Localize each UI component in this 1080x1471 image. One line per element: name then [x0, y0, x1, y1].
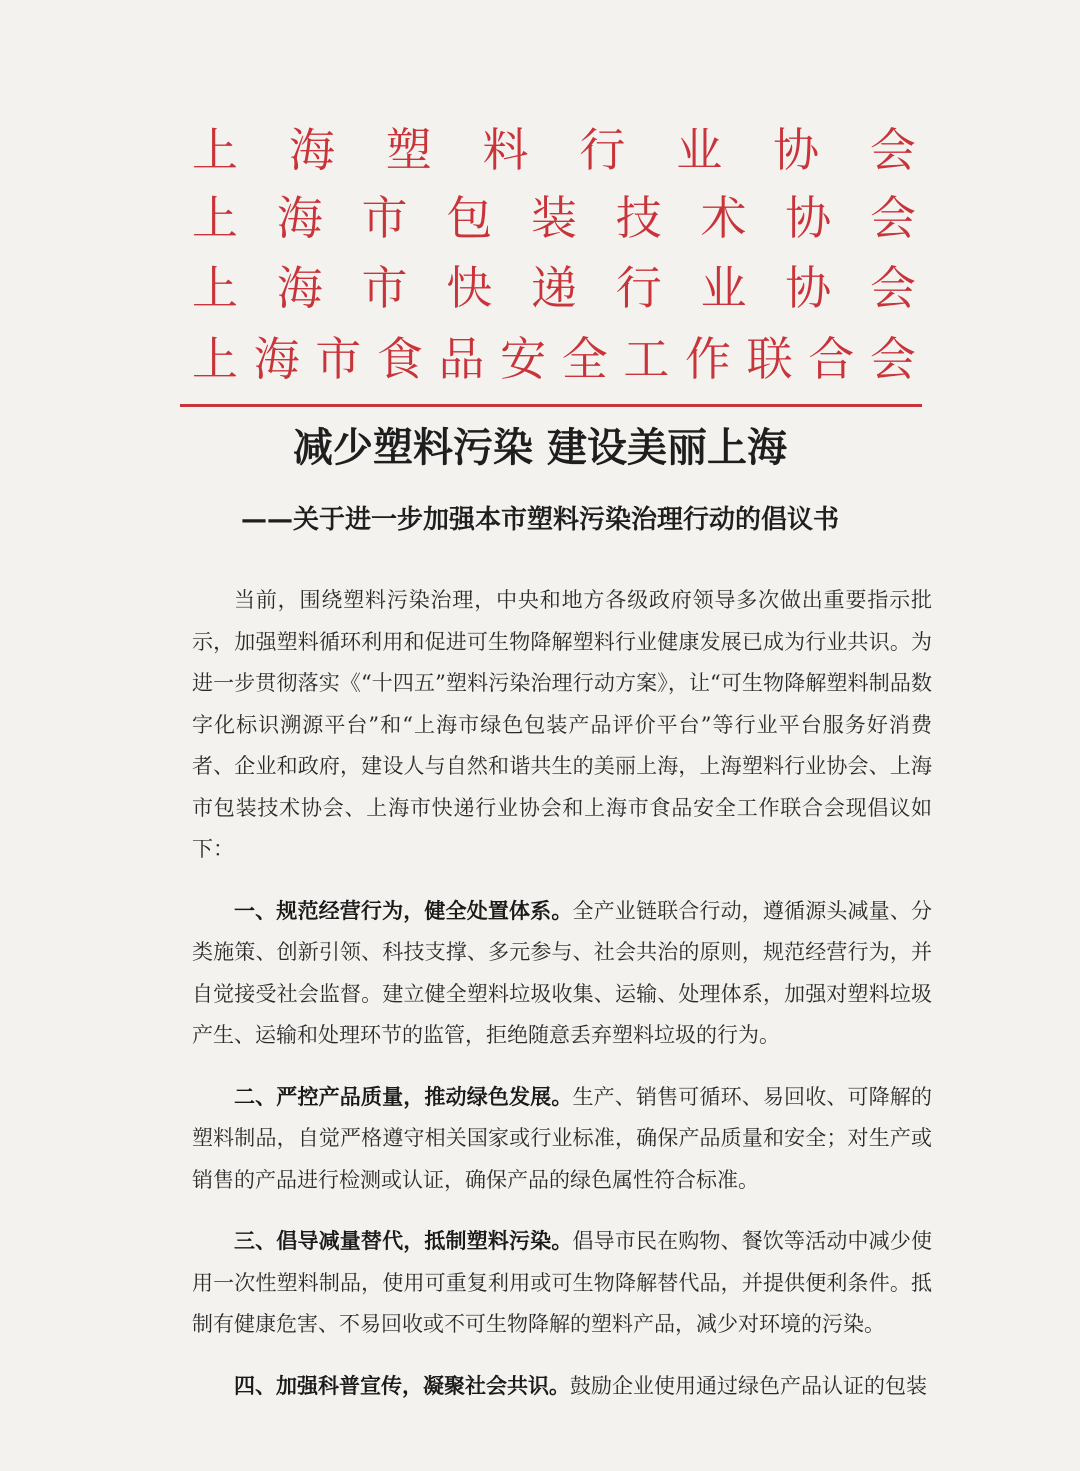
document-subtitle: ——关于进一步加强本市塑料污染治理行动的倡议书	[240, 505, 839, 535]
letterhead-char: 协	[773, 123, 820, 177]
letterhead-char: 业	[700, 261, 747, 315]
paragraph-heading: 一、规范经营行为，健全处置体系。	[234, 898, 573, 923]
letterhead-char: 海	[253, 332, 300, 386]
letterhead-char: 包	[446, 191, 493, 245]
letterhead-char: 塑	[385, 123, 432, 177]
letterhead-char: 术	[700, 191, 747, 245]
letterhead-org-1	[192, 124, 916, 176]
letterhead-char: 递	[531, 261, 577, 315]
letterhead-char: 会	[870, 191, 916, 245]
letterhead-char: 合	[808, 332, 855, 386]
letterhead-char: 协	[785, 261, 832, 315]
paragraph-heading: 三、倡导减量替代，抵制塑料污染。	[234, 1229, 573, 1253]
letterhead-char: 会	[870, 261, 916, 315]
letterhead-char: 市	[315, 332, 362, 386]
letterhead-org-4	[192, 333, 916, 385]
letterhead-char: 海	[288, 123, 335, 177]
letterhead-char: 料	[482, 123, 529, 177]
letterhead-char: 会	[869, 123, 916, 177]
letterhead-char: 行	[615, 261, 662, 315]
paragraph-item-3	[192, 1221, 932, 1346]
letterhead-char: 品	[438, 332, 485, 386]
letterhead-char: 业	[676, 123, 723, 177]
paragraph-text: 鼓励企业使用通过绿色产品认证的包装	[570, 1373, 927, 1398]
document-body	[192, 580, 932, 1407]
document-title: 减少塑料污染 建设美丽上海	[293, 425, 787, 471]
letterhead-char: 海	[276, 191, 323, 245]
paragraph-text: 倡导市民在购物、餐饮等活动中减少使用一次性塑料制品，使用可重复利用或可生物降解替代品，并提供便利条件。抵制有健康危害、不易回收或不可生物降解的塑料产品，减少对环境的污染。	[192, 1229, 932, 1336]
paragraph-heading: 二、严控产品质量，推动绿色发展。	[234, 1084, 573, 1109]
letterhead-char: 市	[361, 261, 408, 315]
paragraph-text: 生产、销售可循环、易回收、可降解的塑料制品，自觉严格遵守相关国家或行业标准，确保产品质量和安全；对生产或销售的产品进行检测或认证，确保产品的绿色属性符合标准。	[192, 1084, 932, 1192]
letterhead-char: 快	[446, 261, 493, 315]
letterhead-char: 全	[561, 332, 608, 386]
letterhead-char: 海	[276, 261, 323, 315]
paragraph-item-4	[192, 1366, 932, 1408]
letterhead-char: 技	[615, 191, 662, 245]
letterhead-char: 上	[192, 191, 238, 245]
letterhead-char: 会	[869, 332, 916, 386]
paragraph-text: 当前，围绕塑料污染治理，中央和地方各级政府领导多次做出重要指示批示，加强塑料循环利用和促进可生物降解塑料行业健康发展已成为行业共识。为进一步贯彻落实《“十四五”塑料污染治理行动方案》，让“可生物降解塑料制品数字化标识溯源平台”和“上海市绿色包装产品评价平台”等行业平台服务好消费者、企业和政府，建设人与自然和谐共生的美丽上海，上海塑料行业协会、上海市包装技术协会、上海市快递行业协会和上海市食品安全工作联合会现倡议如下：	[192, 588, 932, 861]
letterhead-org-3	[192, 262, 916, 314]
letterhead-char: 市	[361, 191, 408, 245]
paragraph-heading: 四、加强科普宣传，凝聚社会共识。	[234, 1373, 570, 1398]
paragraph-intro	[192, 580, 932, 871]
letterhead-char: 工	[623, 332, 670, 386]
letterhead-org-2	[192, 192, 916, 244]
letterhead-char: 上	[192, 332, 238, 386]
letterhead-char: 食	[376, 332, 423, 386]
letterhead-divider	[180, 404, 922, 407]
letterhead-char: 上	[192, 123, 238, 177]
paragraph-item-1	[192, 891, 932, 1057]
letterhead-char: 协	[785, 191, 832, 245]
letterhead-char: 装	[531, 191, 577, 245]
paragraph-text: 全产业链联合行动，遵循源头减量、分类施策、创新引领、科技支撑、多元参与、社会共治的原则，规范经营行为，并自觉接受社会监督。建立健全塑料垃圾收集、运输、处理体系，加强对塑料垃圾产生、运输和处理环节的监管，拒绝随意丢弃塑料垃圾的行为。	[192, 898, 932, 1047]
letterhead-char: 安	[500, 332, 547, 386]
letterhead-char: 行	[579, 123, 626, 177]
letterhead-char: 作	[685, 332, 731, 386]
paragraph-item-2	[192, 1077, 932, 1202]
letterhead-char: 联	[746, 332, 793, 386]
letterhead-char: 上	[192, 261, 238, 315]
